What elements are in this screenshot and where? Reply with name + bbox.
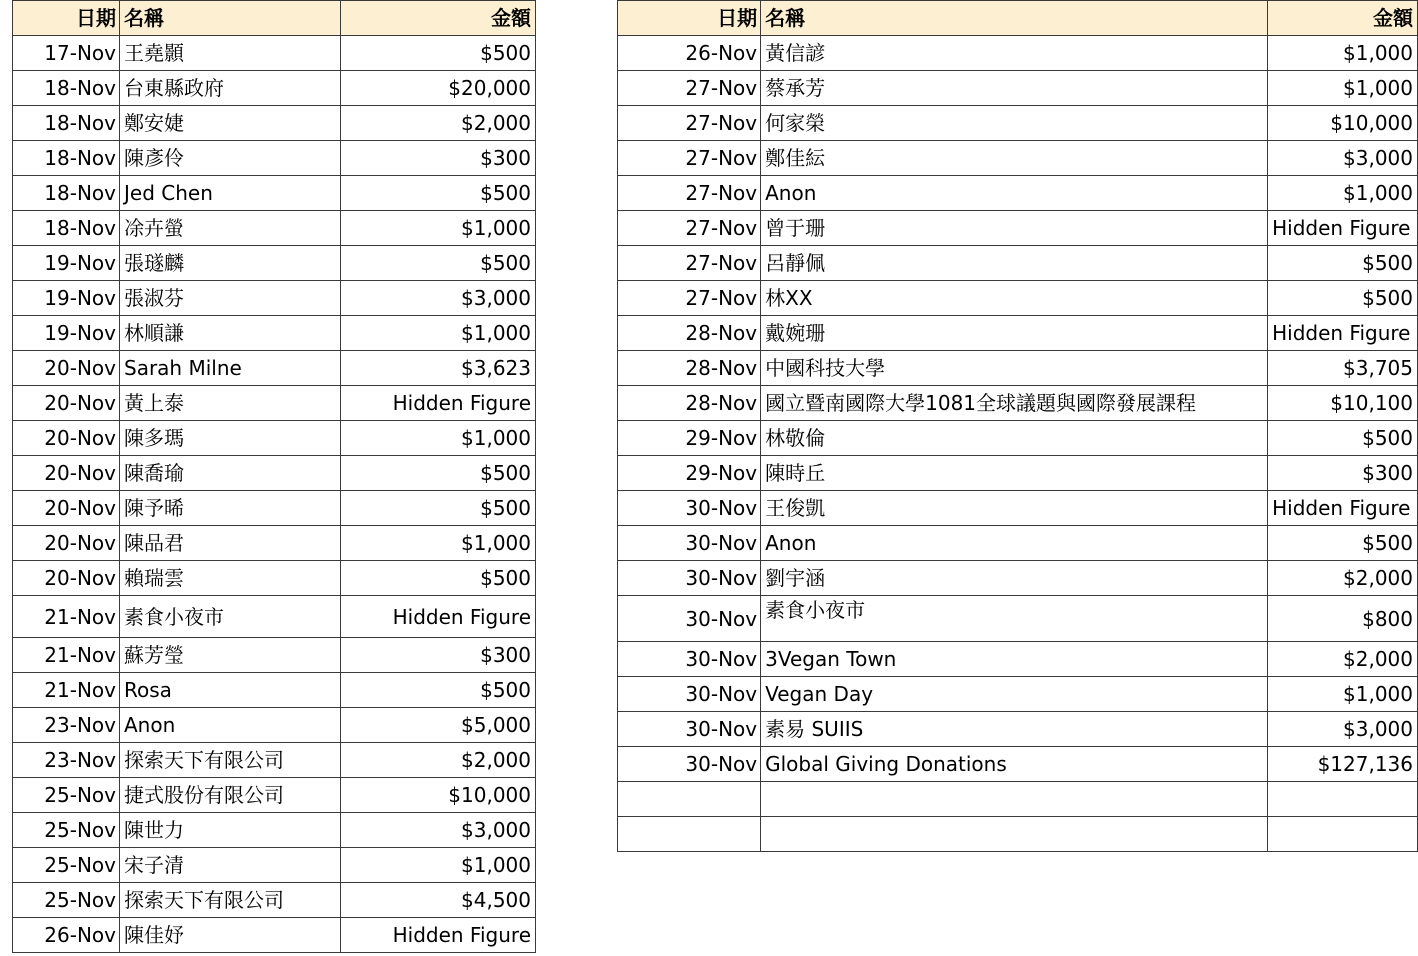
amount-cell[interactable]: Hidden Figure [1268, 211, 1418, 246]
name-cell[interactable]: Jed Chen [120, 176, 341, 211]
date-cell[interactable]: 18-Nov [13, 106, 120, 141]
table-row [13, 813, 536, 848]
table-row [618, 421, 1418, 456]
name-cell[interactable]: 黃上泰 [120, 386, 341, 421]
table-row [13, 743, 536, 778]
name-cell[interactable]: 劉宇涵 [761, 561, 1268, 596]
amount-cell[interactable]: $1,000 [1268, 71, 1418, 106]
date-cell[interactable]: 21-Nov [13, 638, 120, 673]
date-cell[interactable]: 30-Nov [618, 677, 761, 712]
name-cell[interactable]: 蘇芳瑩 [120, 638, 341, 673]
table-row [618, 677, 1418, 712]
name-cell[interactable]: 張淑芬 [120, 281, 341, 316]
name-cell[interactable]: Vegan Day [761, 677, 1268, 712]
amount-cell[interactable]: $1,000 [1268, 176, 1418, 211]
table-row [13, 456, 536, 491]
date-cell[interactable]: 25-Nov [13, 883, 120, 918]
name-cell[interactable]: 曾于珊 [761, 211, 1268, 246]
date-cell[interactable]: 29-Nov [618, 456, 761, 491]
table-row [618, 71, 1418, 106]
name-cell[interactable]: 中國科技大學 [761, 351, 1268, 386]
amount-cell[interactable]: $1,000 [341, 848, 536, 883]
name-cell[interactable]: 宋子清 [120, 848, 341, 883]
amount-cell[interactable]: $4,500 [341, 883, 536, 918]
name-cell[interactable]: Sarah Milne [120, 351, 341, 386]
date-cell[interactable]: 25-Nov [13, 848, 120, 883]
header-row [13, 1, 536, 36]
table-row [618, 106, 1418, 141]
amount-cell[interactable]: $2,000 [1268, 561, 1418, 596]
date-cell[interactable]: 19-Nov [13, 246, 120, 281]
name-cell[interactable]: 探索天下有限公司 [120, 883, 341, 918]
amount-cell[interactable]: $300 [341, 141, 536, 176]
date-cell[interactable]: 26-Nov [13, 918, 120, 953]
name-cell[interactable]: 林敬倫 [761, 421, 1268, 456]
date-cell[interactable]: 20-Nov [13, 491, 120, 526]
table-row [13, 141, 536, 176]
empty-cell[interactable] [761, 817, 1268, 852]
date-cell[interactable]: 28-Nov [618, 351, 761, 386]
amount-cell[interactable]: $500 [341, 176, 536, 211]
amount-cell[interactable]: $3,000 [1268, 141, 1418, 176]
table-row [618, 36, 1418, 71]
table-row [13, 71, 536, 106]
table-row [618, 456, 1418, 491]
amount-cell[interactable]: $3,000 [341, 281, 536, 316]
table-row [13, 491, 536, 526]
name-cell[interactable]: Anon [761, 526, 1268, 561]
date-cell[interactable]: 30-Nov [618, 642, 761, 677]
amount-cell[interactable]: Hidden Figure [341, 596, 536, 638]
name-cell[interactable]: 林XX [761, 281, 1268, 316]
amount-cell[interactable]: $1,000 [341, 526, 536, 561]
name-cell[interactable]: 林順謙 [120, 316, 341, 351]
date-cell[interactable]: 20-Nov [13, 526, 120, 561]
amount-cell[interactable]: $300 [1268, 456, 1418, 491]
date-cell[interactable]: 20-Nov [13, 351, 120, 386]
date-cell[interactable]: 29-Nov [618, 421, 761, 456]
table-row [618, 526, 1418, 561]
name-cell[interactable]: 3Vegan Town [761, 642, 1268, 677]
name-cell[interactable]: 陳多瑪 [120, 421, 341, 456]
table-row [618, 141, 1418, 176]
table-row [13, 246, 536, 281]
amount-cell[interactable]: $20,000 [341, 71, 536, 106]
table-row [13, 918, 536, 953]
table-row [13, 106, 536, 141]
amount-cell[interactable]: $3,623 [341, 351, 536, 386]
table-row [618, 246, 1418, 281]
date-cell[interactable]: 20-Nov [13, 456, 120, 491]
table-row [13, 176, 536, 211]
header-date-cell[interactable]: 日期 [13, 1, 120, 36]
name-cell[interactable]: Rosa [120, 673, 341, 708]
table-row [13, 386, 536, 421]
empty-row [618, 817, 1418, 852]
amount-cell[interactable]: $300 [341, 638, 536, 673]
header-name-cell[interactable]: 名稱 [761, 1, 1268, 36]
name-cell[interactable]: 蔡承芳 [761, 71, 1268, 106]
name-cell[interactable]: 呂靜佩 [761, 246, 1268, 281]
amount-cell[interactable]: $3,705 [1268, 351, 1418, 386]
empty-cell[interactable] [618, 817, 761, 852]
amount-cell[interactable]: $10,000 [341, 778, 536, 813]
table-row [618, 491, 1418, 526]
date-cell[interactable]: 27-Nov [618, 71, 761, 106]
table-row [13, 281, 536, 316]
table-row [618, 747, 1418, 782]
date-cell[interactable]: 25-Nov [13, 813, 120, 848]
amount-cell[interactable]: $500 [341, 36, 536, 71]
date-cell[interactable]: 25-Nov [13, 778, 120, 813]
name-cell[interactable]: 陳品君 [120, 526, 341, 561]
name-cell[interactable]: 陳佳妤 [120, 918, 341, 953]
amount-cell[interactable]: $1,000 [1268, 36, 1418, 71]
date-cell[interactable]: 30-Nov [618, 747, 761, 782]
table-row [13, 421, 536, 456]
date-cell[interactable]: 23-Nov [13, 708, 120, 743]
table-row [618, 351, 1418, 386]
amount-cell[interactable]: $500 [341, 673, 536, 708]
empty-cell[interactable] [1268, 817, 1418, 852]
header-name-cell[interactable]: 名稱 [120, 1, 341, 36]
table-row [13, 673, 536, 708]
amount-cell[interactable]: $500 [341, 246, 536, 281]
date-cell[interactable]: 27-Nov [618, 246, 761, 281]
table-row [618, 211, 1418, 246]
name-cell[interactable]: 何家榮 [761, 106, 1268, 141]
name-cell[interactable]: Anon [761, 176, 1268, 211]
date-cell[interactable]: 19-Nov [13, 316, 120, 351]
header-amount-cell[interactable]: 金額 [341, 1, 536, 36]
amount-cell[interactable]: $800 [1268, 596, 1418, 642]
date-cell[interactable]: 19-Nov [13, 281, 120, 316]
table-row [13, 596, 536, 638]
amount-cell[interactable]: $1,000 [341, 211, 536, 246]
date-cell[interactable]: 30-Nov [618, 491, 761, 526]
amount-cell[interactable]: $500 [1268, 246, 1418, 281]
header-date-cell[interactable]: 日期 [618, 1, 761, 36]
name-cell[interactable]: 國立暨南國際大學1081全球議題與國際發展課程 [761, 386, 1268, 421]
name-cell[interactable]: 探索天下有限公司 [120, 743, 341, 778]
name-cell[interactable]: 陳彥伶 [120, 141, 341, 176]
name-cell[interactable]: 鄭安婕 [120, 106, 341, 141]
date-cell[interactable]: 20-Nov [13, 386, 120, 421]
amount-cell[interactable]: $5,000 [341, 708, 536, 743]
amount-cell[interactable]: $2,000 [341, 743, 536, 778]
name-cell[interactable]: 陳時丘 [761, 456, 1268, 491]
name-cell[interactable]: 捷式股份有限公司 [120, 778, 341, 813]
date-cell[interactable]: 27-Nov [618, 106, 761, 141]
donation-table-right [617, 0, 1418, 852]
date-cell[interactable]: 20-Nov [13, 561, 120, 596]
name-cell[interactable]: 戴婉珊 [761, 316, 1268, 351]
table-row [618, 281, 1418, 316]
table-row [13, 883, 536, 918]
date-cell[interactable]: 30-Nov [618, 526, 761, 561]
name-cell[interactable]: 台東縣政府 [120, 71, 341, 106]
amount-cell[interactable]: $3,000 [341, 813, 536, 848]
amount-cell[interactable]: $1,000 [1268, 677, 1418, 712]
name-cell[interactable]: Global Giving Donations [761, 747, 1268, 782]
donation-table-left [12, 0, 536, 953]
date-cell[interactable]: 17-Nov [13, 36, 120, 71]
table-row [618, 386, 1418, 421]
amount-cell[interactable]: $2,000 [1268, 642, 1418, 677]
amount-cell[interactable]: $500 [1268, 526, 1418, 561]
date-cell[interactable]: 18-Nov [13, 176, 120, 211]
amount-cell[interactable]: $127,136 [1268, 747, 1418, 782]
table-row [618, 316, 1418, 351]
header-row [618, 1, 1418, 36]
name-cell[interactable]: 素食小夜市 [761, 596, 1268, 642]
amount-cell[interactable]: $500 [341, 491, 536, 526]
table-row [13, 526, 536, 561]
amount-cell[interactable]: Hidden Figure [341, 386, 536, 421]
table-row [13, 638, 536, 673]
table-row [618, 561, 1418, 596]
name-cell[interactable]: 王堯顥 [120, 36, 341, 71]
table-row [13, 316, 536, 351]
date-cell[interactable]: 21-Nov [13, 673, 120, 708]
amount-cell[interactable]: $1,000 [341, 316, 536, 351]
empty-cell[interactable] [761, 782, 1268, 817]
date-cell[interactable]: 27-Nov [618, 141, 761, 176]
name-cell[interactable]: Anon [120, 708, 341, 743]
table-row [13, 778, 536, 813]
amount-cell[interactable]: $1,000 [341, 421, 536, 456]
table-row [618, 596, 1418, 642]
table-row [13, 561, 536, 596]
date-cell[interactable]: 26-Nov [618, 36, 761, 71]
name-cell[interactable]: 黃信諺 [761, 36, 1268, 71]
empty-cell[interactable] [1268, 782, 1418, 817]
table-row [13, 36, 536, 71]
name-cell[interactable]: 素食小夜市 [120, 596, 341, 638]
table-row [618, 642, 1418, 677]
amount-cell[interactable]: $500 [1268, 421, 1418, 456]
table-row [13, 708, 536, 743]
date-cell[interactable]: 23-Nov [13, 743, 120, 778]
table-row [13, 351, 536, 386]
header-amount-cell[interactable]: 金額 [1268, 1, 1418, 36]
empty-row [618, 782, 1418, 817]
name-cell[interactable]: 素易 SUIIS [761, 712, 1268, 747]
date-cell[interactable]: 28-Nov [618, 386, 761, 421]
name-cell[interactable]: 陳世力 [120, 813, 341, 848]
date-cell[interactable]: 27-Nov [618, 176, 761, 211]
amount-cell[interactable]: Hidden Figure [341, 918, 536, 953]
date-cell[interactable]: 18-Nov [13, 71, 120, 106]
date-cell[interactable]: 30-Nov [618, 712, 761, 747]
amount-cell[interactable]: $500 [341, 456, 536, 491]
table-row [13, 848, 536, 883]
table-row [618, 176, 1418, 211]
amount-cell[interactable]: $10,100 [1268, 386, 1418, 421]
date-cell[interactable]: 27-Nov [618, 281, 761, 316]
name-cell[interactable]: 張璲麟 [120, 246, 341, 281]
name-cell[interactable]: 凃卉螢 [120, 211, 341, 246]
date-cell[interactable]: 21-Nov [13, 596, 120, 638]
date-cell[interactable]: 30-Nov [618, 561, 761, 596]
date-cell[interactable]: 27-Nov [618, 211, 761, 246]
amount-cell[interactable]: $10,000 [1268, 106, 1418, 141]
amount-cell[interactable]: $500 [341, 561, 536, 596]
name-cell[interactable]: 陳予晞 [120, 491, 341, 526]
date-cell[interactable]: 18-Nov [13, 141, 120, 176]
date-cell[interactable]: 30-Nov [618, 596, 761, 642]
table-row [618, 712, 1418, 747]
amount-cell[interactable]: $3,000 [1268, 712, 1418, 747]
name-cell[interactable]: 王俊凱 [761, 491, 1268, 526]
date-cell[interactable]: 20-Nov [13, 421, 120, 456]
amount-cell[interactable]: Hidden Figure [1268, 316, 1418, 351]
name-cell[interactable]: 賴瑞雲 [120, 561, 341, 596]
amount-cell[interactable]: Hidden Figure [1268, 491, 1418, 526]
empty-cell[interactable] [618, 782, 761, 817]
name-cell[interactable]: 鄭佳紜 [761, 141, 1268, 176]
name-cell[interactable]: 陳喬瑜 [120, 456, 341, 491]
date-cell[interactable]: 28-Nov [618, 316, 761, 351]
table-row [13, 211, 536, 246]
amount-cell[interactable]: $500 [1268, 281, 1418, 316]
date-cell[interactable]: 18-Nov [13, 211, 120, 246]
amount-cell[interactable]: $2,000 [341, 106, 536, 141]
